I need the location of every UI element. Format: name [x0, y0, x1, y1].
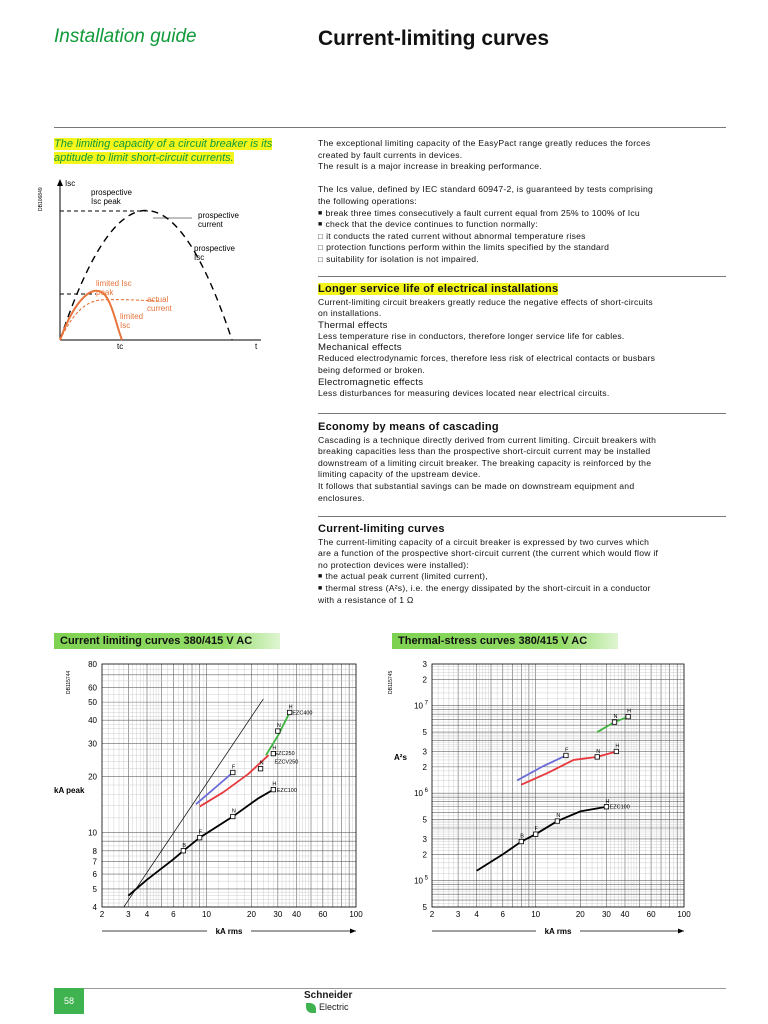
- section-longer-title: Longer service life of electrical installations: [318, 283, 559, 295]
- curves-last: with a resistance of 1 Ω: [318, 594, 414, 605]
- x-tick-label: 6: [500, 910, 505, 919]
- marker-label: F: [198, 829, 203, 836]
- curve-label: EZCV250: [274, 759, 299, 766]
- x-tick-label: 60: [318, 910, 328, 919]
- y-tick-label: 60: [88, 683, 97, 693]
- curve-label: EZC100: [609, 804, 630, 811]
- data-point-marker: [258, 767, 262, 771]
- limiting-diagram: [36, 176, 306, 354]
- intro-bullet: ■ break three times consecutively a fault current equal from 25% to 100% of Icu: [318, 208, 723, 220]
- longer-item-line: Reduced electrodynamic forces, therefore less risk of electrical contacts or busbars: [318, 353, 656, 364]
- x-tick-label: 4: [474, 910, 479, 919]
- rule-longer: [318, 276, 726, 277]
- data-point-marker: [595, 755, 599, 759]
- marker-label: H: [272, 781, 277, 788]
- curve-label: EZC250: [274, 751, 295, 758]
- section-curves-title: Current-limiting curves: [318, 523, 445, 535]
- label-actual-current-2: current: [147, 304, 172, 313]
- brand-leaf-icon: [306, 1003, 316, 1013]
- economy-line: limiting capacity of the upstream device.: [318, 469, 481, 480]
- longer-line: on installations.: [318, 308, 382, 319]
- label-limited-isc-1: limited: [120, 312, 144, 321]
- marker-label: N: [613, 714, 618, 721]
- marker-label: N: [596, 748, 601, 755]
- marker-label: H: [288, 704, 293, 711]
- diagram-isc: Isc: [65, 179, 76, 188]
- longer-item-line: Less temperature rise in conductors, therefore longer service life for cables.: [318, 330, 625, 341]
- y-tick-label: 2: [422, 675, 427, 685]
- y-tick-label: 10: [414, 701, 423, 711]
- label-prospective-isc-2: Isc: [194, 253, 205, 262]
- label-prospective-current-2: current: [198, 220, 223, 229]
- marker-label: F: [231, 764, 236, 771]
- x-tick-label: 60: [646, 910, 656, 919]
- marker-label: H: [627, 708, 632, 715]
- x-tick-label: 100: [677, 910, 691, 919]
- data-point-marker: [604, 805, 608, 809]
- economy-line: Cascading is a technique directly derived from current limiting. Circuit breakers with: [318, 434, 657, 445]
- data-point-marker: [231, 770, 235, 774]
- prospective-peak-line: [124, 699, 263, 907]
- x-tick-label: 4: [144, 910, 150, 919]
- marker-label: N: [556, 813, 561, 820]
- x-axis-label: kA rms: [215, 927, 243, 934]
- curves-bullet: ■ the actual peak current (limited current),: [318, 571, 723, 583]
- marker-label: N: [276, 723, 281, 730]
- longer-item-line: being deformed or broken.: [318, 364, 426, 375]
- economy-line: enclosures.: [318, 492, 365, 503]
- section-curves: [318, 524, 723, 606]
- y-tick-exp: 6: [424, 788, 428, 795]
- intro-line: The Ics value, defined by IEC standard 60947-2, is guaranteed by tests comprising: [318, 184, 654, 195]
- intro-bullet: ■ check that the device continues to function normally:: [318, 219, 723, 231]
- chart-grid: [102, 664, 356, 907]
- data-point-marker: [276, 729, 280, 733]
- label-t: t: [255, 342, 258, 351]
- curve-label: EZC400: [292, 710, 313, 717]
- longer-line: Current-limiting circuit breakers greatly reduce the negative effects of short-circuits: [318, 296, 653, 307]
- marker-label: F: [564, 747, 569, 754]
- y-tick-label: 2: [422, 850, 427, 860]
- marker-label: B: [520, 833, 524, 840]
- x-tick-label: 3: [455, 910, 461, 919]
- economy-line: It follows that substantial savings can be made on downstream equipment and: [318, 480, 635, 491]
- intro-line: the following operations:: [318, 195, 417, 206]
- rule-economy: [318, 413, 726, 414]
- header-rule: [54, 127, 726, 128]
- intro-highlight: The limiting capacity of a circuit breaker is its aptitude to limit short-circuit currents.: [54, 138, 273, 164]
- data-point-marker: [626, 714, 630, 718]
- y-tick-label: 40: [88, 716, 97, 726]
- longer-subheading: Electromagnetic effects: [318, 376, 424, 388]
- y-tick-label: 50: [88, 698, 97, 708]
- y-tick-label: 5: [422, 815, 427, 825]
- y-tick-label: 3: [422, 660, 427, 669]
- data-point-marker: [612, 720, 616, 724]
- x-tick-label: 20: [575, 910, 585, 919]
- x-tick-label: 30: [601, 910, 611, 919]
- x-tick-label: 2: [99, 910, 105, 919]
- x-tick-label: 10: [202, 910, 211, 919]
- intro-line: [318, 173, 723, 185]
- thermal-stress-chart: [372, 654, 712, 934]
- economy-line: breaking capacities less than the prospective short-circuit current may be installed: [318, 446, 651, 457]
- y-tick-label: 20: [88, 772, 97, 782]
- section-longer: [318, 284, 723, 399]
- section-economy: [318, 422, 723, 504]
- x-tick-label: 20: [247, 910, 256, 919]
- marker-label: B: [182, 842, 187, 849]
- marker-label: F: [534, 826, 539, 833]
- data-point-marker: [519, 839, 523, 843]
- current-limiting-chart: [20, 654, 370, 934]
- curves-bullet: ■ thermal stress (A²s), i.e. the energy dissipated by the short-circuit in a conductor: [318, 583, 723, 595]
- y-tick-label: 5: [92, 884, 97, 894]
- intro-text: [318, 138, 723, 266]
- y-tick-label: 10: [414, 876, 423, 886]
- marker-label: H: [605, 798, 610, 805]
- longer-item-line: Less disturbances for measuring devices located near electrical circuits.: [318, 387, 610, 398]
- y-tick-label: 80: [88, 660, 97, 669]
- curves-line: no protection devices were installed):: [318, 559, 469, 570]
- data-point-marker: [197, 835, 201, 839]
- y-axis-label: kA peak: [54, 786, 85, 795]
- brand-sub: Electric: [319, 1002, 349, 1012]
- curves-line: The current-limiting capacity of a circuit breaker is expressed by two curves which: [318, 536, 650, 547]
- data-point-marker: [231, 814, 235, 818]
- curves-line: are a function of the prospective short-circuit current (the current which would flow if: [318, 548, 659, 559]
- data-point-marker: [564, 753, 568, 757]
- intro-bullet: □ suitability for isolation is not impaired.: [318, 254, 723, 266]
- header-left: Installation guide: [54, 26, 197, 47]
- y-tick-exp: 5: [424, 875, 428, 882]
- label-prospective-peak-1: prospective: [91, 188, 132, 197]
- data-point-marker: [555, 819, 559, 823]
- curve-label: EZC100: [276, 788, 297, 795]
- y-tick-label: 30: [88, 739, 97, 749]
- y-tick-label: 5: [422, 903, 427, 912]
- y-tick-label: 10: [88, 828, 97, 838]
- intro-bullet: □ protection functions perform within the limits specified by the standard: [318, 242, 723, 254]
- marker-label: H: [615, 743, 620, 750]
- label-tc: tc: [117, 342, 124, 351]
- marker-label: N: [231, 808, 236, 815]
- y-tick-label: 8: [92, 846, 97, 856]
- brand-logo: [304, 990, 384, 1016]
- y-tick-label: 5: [422, 728, 427, 738]
- brand-name: Schneider: [304, 990, 353, 1001]
- page-number: 58: [54, 988, 84, 1014]
- x-arrow-head: [678, 929, 684, 934]
- y-tick-exp: 7: [424, 700, 428, 707]
- marker-label: N: [259, 760, 264, 767]
- intro-bullet: □ it conducts the rated current without abnormal temperature rises: [318, 231, 723, 243]
- y-tick-label: 6: [92, 870, 97, 880]
- label-limited-isc-2: Isc: [120, 321, 131, 330]
- data-point-marker: [614, 749, 618, 753]
- data-point-marker: [181, 849, 185, 853]
- longer-subheading: Mechanical effects: [318, 342, 402, 354]
- data-point-marker: [533, 832, 537, 836]
- x-tick-label: 6: [171, 910, 176, 919]
- intro-line: created by fault currents in devices.: [318, 149, 463, 160]
- y-tick-label: 10: [414, 789, 423, 799]
- y-tick-label: 3: [422, 747, 427, 757]
- footer-rule: [54, 988, 726, 989]
- y-axis-label: A²s: [394, 753, 407, 762]
- intro-line: The exceptional limiting capacity of the EasyPact range greatly reduces the forces: [318, 138, 651, 148]
- x-tick-label: 40: [620, 910, 630, 919]
- data-point-marker: [287, 710, 291, 714]
- economy-line: downstream of a limiting circuit breaker. The breaking capacity is reinforced by the: [318, 457, 652, 468]
- x-tick-label: 2: [429, 910, 435, 919]
- chart-code: DB115745: [388, 670, 394, 694]
- y-tick-label: 4: [92, 903, 97, 912]
- label-limited-peak-2: peak: [96, 288, 114, 297]
- y-tick-label: 2: [422, 762, 427, 772]
- label-prospective-current-1: prospective: [198, 211, 239, 220]
- label-limited-peak-1: limited Isc: [96, 279, 132, 288]
- marker-label: H: [272, 745, 277, 752]
- label-actual-current-1: actual: [147, 295, 169, 304]
- chart2-title: Thermal-stress curves 380/415 V AC: [392, 633, 618, 649]
- x-arrow-head: [350, 929, 356, 934]
- y-tick-label: 3: [422, 834, 427, 844]
- intro-line: The result is a major increase in breaking performance.: [318, 161, 542, 172]
- data-point-marker: [271, 787, 275, 791]
- rule-curves: [318, 516, 726, 517]
- page-title: Current-limiting curves: [318, 27, 550, 50]
- chart-code: DB115744: [66, 670, 72, 694]
- x-tick-label: 30: [273, 910, 283, 919]
- x-tick-label: 3: [126, 910, 131, 919]
- longer-subheading: Thermal effects: [318, 319, 388, 331]
- y-tick-label: 7: [92, 857, 97, 867]
- x-tick-label: 40: [292, 910, 301, 919]
- x-axis-label: kA rms: [544, 927, 572, 934]
- chart-grid: [432, 664, 684, 907]
- x-tick-label: 10: [531, 910, 541, 919]
- x-tick-label: 100: [349, 910, 363, 919]
- label-prospective-peak-2: Isc peak: [91, 197, 121, 206]
- diagram-code: DB106849: [38, 187, 44, 211]
- label-prospective-isc-1: prospective: [194, 244, 235, 253]
- section-economy-title: Economy by means of cascading: [318, 421, 499, 433]
- chart1-title: Current limiting curves 380/415 V AC: [54, 633, 280, 649]
